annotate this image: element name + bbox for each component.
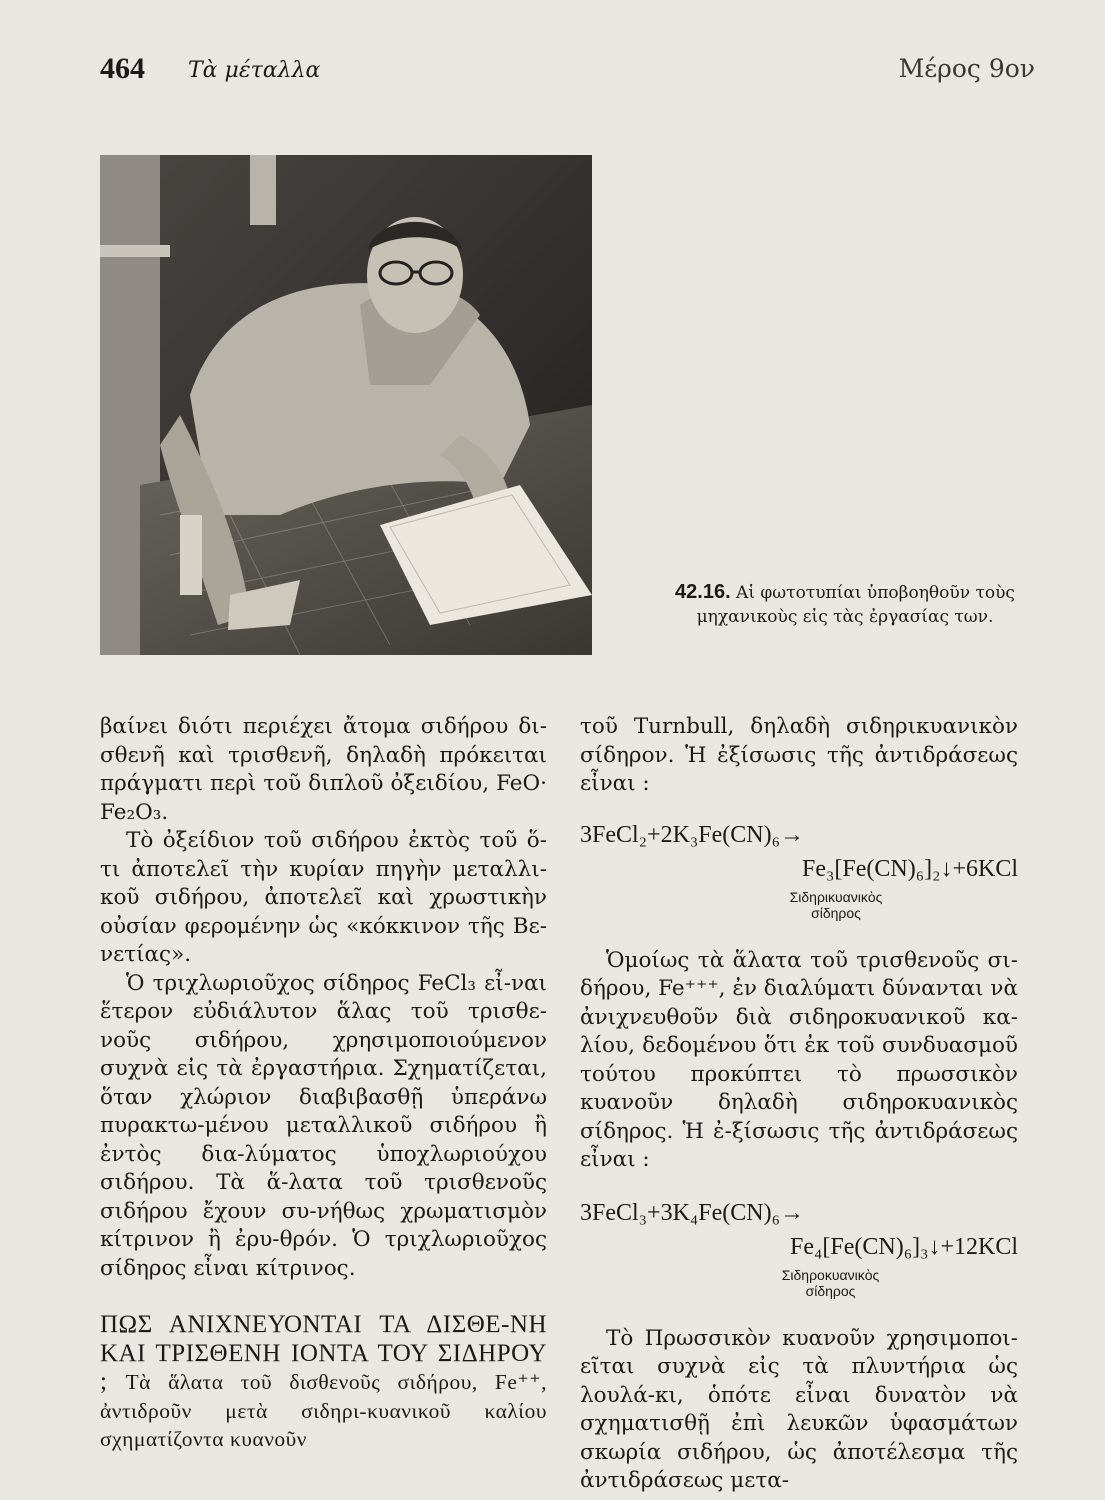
equation-1-label: Σιδηρικυανικὸς σίδηρος	[789, 888, 883, 921]
equation-2	[580, 1199, 1018, 1311]
right-column	[580, 713, 1018, 1496]
figure-caption-text: Αἱ φωτοτυπίαι ὑποβοηθοῦν τοὺς μηχανικοὺς εἰς τὰς ἐργασίας των.	[696, 583, 1015, 627]
equation-1	[580, 821, 1018, 933]
engineer-photo	[100, 155, 592, 655]
figure-number: 42.16.	[675, 581, 731, 603]
right-paragraph-2: Ὁμοίως τὰ ἅλατα τοῦ τρισθενοῦς σι-δήρου, Fe⁺⁺⁺, ἐν διαλύματι δύνανται νὰ ἀνιχνευθοῦν διὰ σιδηροκυανικοῦ κα-λίου, δεδομένου ὅτι ἐκ τοῦ συνδυασμοῦ τούτου προκύπτει τὸ πρωσσικὸν κυανοῦν δηλαδὴ σιδηροκυανικὸς σίδηρος. Ἡ ἐ-ξίσωσις τῆς ἀντιδράσεως εἶναι :	[580, 947, 1018, 1172]
equation-2-label: Σιδηροκυανικὸς σίδηρος	[781, 1266, 880, 1299]
section-heading	[100, 1311, 547, 1454]
equation-1-reactants: 3FeCl₂+2K₃Fe(CN)₆→	[580, 821, 804, 848]
left-paragraph-3: Ὁ τριχλωριοῦχος σίδηρος FeCl₃ εἶ-ναι ἕτερον εὐδιάλυτον ἅλας τοῦ τρισθε-νοῦς σιδήρου, χρησιμοποιούμενον συχνὰ εἰς τὰ ἐργαστήρια. Σχηματίζεται, ὅταν χλώριον διαβιβασθῇ ὑπεράνω πυρακτω-μένου μεταλλικοῦ σιδήρου ἢ ἐντὸς δια-λύματος ὑποχλωριούχου σιδήρου. Τὰ ἅ-λατα τοῦ τρισθενοῦς σιδήρου ἔχουν συ-νήθως χρωματισμὸν κίτρινον ἢ ἐρυ-θρόν. Ὁ τριχλωριοῦχος σίδηρος εἶναι κίτρινος.	[100, 970, 547, 1281]
running-title: Τὰ μέταλλα	[188, 58, 321, 83]
left-column	[100, 713, 547, 1454]
equation-2-products: Fe₄[Fe(CN)₆]₃↓+12KCl	[790, 1233, 1018, 1260]
part-label: Μέρος 9ον	[898, 54, 1035, 83]
left-paragraph-2: Τὸ ὀξείδιον τοῦ σιδήρου ἐκτὸς τοῦ ὅ-τι ἀποτελεῖ τὴν κυρίαν πηγὴν μεταλλι-κοῦ σιδήρου, ἀποτελεῖ καὶ χρωστικὴν οὐσίαν φερομένην ὡς «κόκκινον τῆς Βε-νετίας».	[100, 828, 547, 967]
equation-2-reactants: 3FeCl₃+3K₄Fe(CN)₆→	[580, 1199, 804, 1226]
right-paragraph-3: Τὸ Πρωσσικὸν κυανοῦν χρησιμοποι-εῖται συχνὰ εἰς τὰ πλυντήρια ὡς λουλά-κι, ὁπότε εἶναι δυνατὸν νὰ σχηματισθῇ ἐπὶ λευκῶν ὑφασμάτων σκωρία σιδήρου, ὡς ἀποτέλεσμα τῆς ἀντιδράσεως μετα-	[580, 1325, 1018, 1493]
equation-1-products: Fe₃[Fe(CN)₆]₂↓+6KCl	[802, 855, 1018, 882]
left-paragraph-4: Τὰ ἅλατα τοῦ δισθενοῦς σιδήρου, Fe⁺⁺, ἀντιδροῦν μετὰ σιδηρι-κυανικοῦ καλίου σχηματίζοντα κυανοῦν	[100, 1370, 547, 1451]
right-paragraph-1: τοῦ Turnbull, δηλαδὴ σιδηρικυανικὸν σίδηρον. Ἡ ἐξίσωσις τῆς ἀντιδράσεως εἶναι :	[580, 714, 1018, 796]
page-number: 464	[100, 52, 145, 85]
section-heading-text: ΠΩΣ ΑΝΙΧΝΕΥΟΝΤΑΙ ΤΑ ΔΙΣΘΕ-ΝΗ ΚΑΙ ΤΡΙΣΘΕΝΗ ΙΟΝΤΑ ΤΟΥ ΣΙΔΗΡΟΥ ;	[100, 1311, 547, 1395]
figure-caption	[665, 580, 1025, 629]
left-paragraph-1: βαίνει διότι περιέχει ἄτομα σιδήρου δι-σθενῆ καὶ τρισθενῆ, δηλαδὴ πρόκειται πράγματι περὶ τοῦ διπλοῦ ὀξειδίου, FeO· Fe₂O₃.	[100, 714, 547, 825]
